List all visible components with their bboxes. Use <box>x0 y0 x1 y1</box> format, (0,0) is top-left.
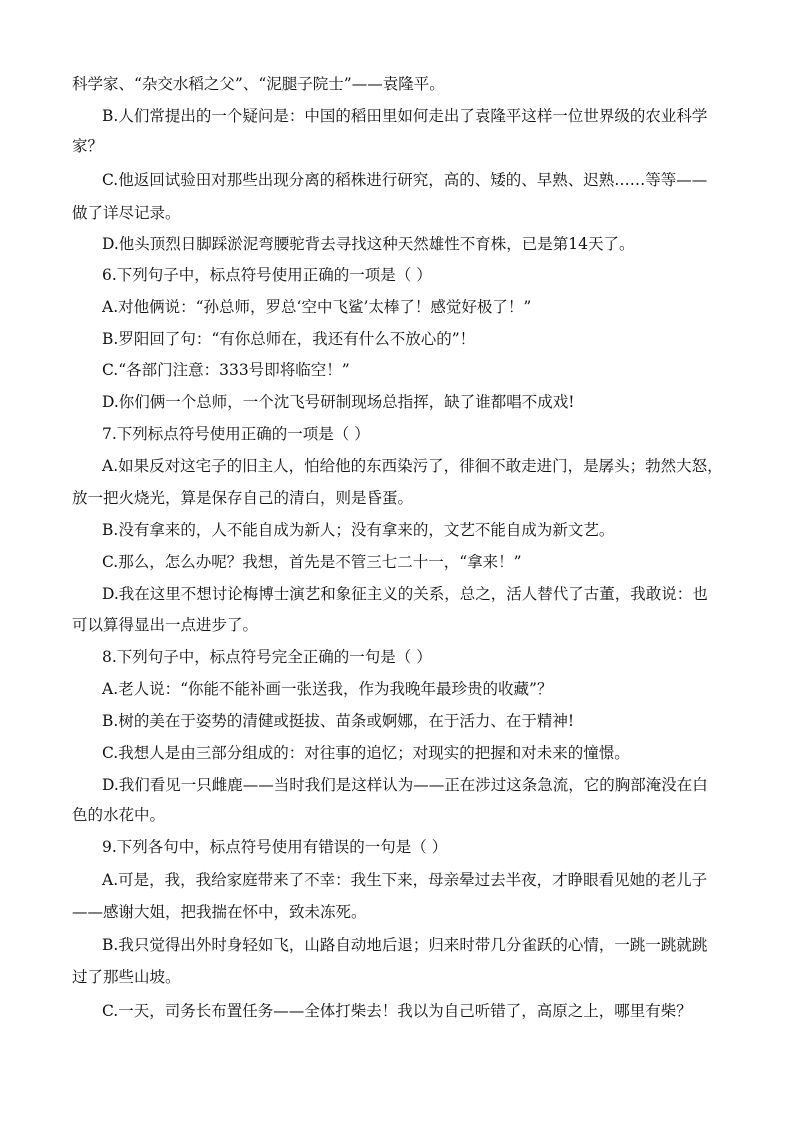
text-line-1: 科学家、“杂交水稻之父”、“泥腿子院士”——袁隆平。 <box>72 75 445 93</box>
question-7-stem: 7.下列标点符号使用正确的一项是（ ） <box>102 425 370 443</box>
question-9-option-b-cont: 过了那些山坡。 <box>72 968 181 986</box>
question-7-option-a: A.如果反对这宅子的旧主人，怕给他的东西染污了，徘徊不敢走进门，是孱头；勃然大怒， <box>102 457 723 475</box>
question-8-option-d: D.我们看见一只雌鹿——当时我们是这样认为——正在涉过这条急流，它的胸部淹没在白 <box>102 776 708 794</box>
text-line-3: 家？ <box>72 137 104 155</box>
question-7-option-d: D.我在这里不想讨论梅博士演艺和象征主义的关系，总之，活人替代了古董，我敢说：也 <box>102 585 708 603</box>
question-9-stem: 9.下列各句中，标点符号使用有错误的一句是（ ） <box>102 838 448 856</box>
question-9-option-b: B.我只觉得出外时身轻如飞，山路自动地后退；归来时带几分雀跃的心情，一跳一跳就跳 <box>102 936 708 954</box>
question-8-stem: 8.下列句子中，标点符号完全正确的一句是（ ） <box>102 648 432 666</box>
question-8-option-c: C.我想人是由三部分组成的：对往事的追忆；对现实的把握和对未来的憧憬。 <box>102 744 630 762</box>
question-8-option-a: A.老人说：“你能不能补画一张送我，作为我晚年最珍贵的收藏”？ <box>102 680 553 698</box>
question-7-option-c: C.那么，怎么办呢？我想，首先是不管三七二十一，“拿来！” <box>102 553 522 571</box>
text-line-2: B.人们常提出的一个疑问是：中国的稻田里如何走出了袁隆平这样一位世界级的农业科学 <box>102 107 708 125</box>
text-line-5: 做了详尽记录。 <box>72 204 181 222</box>
question-7-option-d-cont: 可以算得显出一点进步了。 <box>72 616 259 634</box>
question-6-option-a: A.对他俩说：“孙总师，罗总‘空中飞鲨’太棒了！感觉好极了！” <box>102 298 532 316</box>
question-7-option-a-cont: 放一把火烧光，算是保存自己的清白，则是昏蛋。 <box>72 489 414 507</box>
question-6-option-c: C.“各部门注意：333号即将临空！” <box>102 361 350 379</box>
question-9-option-a-cont: ——感谢大姐，把我揣在怀中，致未冻死。 <box>72 903 367 921</box>
question-6-option-d: D.你们俩一个总师，一个沈飞号研制现场总指挥，缺了谁都唱不成戏! <box>102 393 575 411</box>
question-8-option-b: B.树的美在于姿势的清健或挺拔、苗条或婀娜，在于活力、在于精神! <box>102 712 575 730</box>
question-8-option-d-cont: 色的水花中。 <box>72 806 166 824</box>
question-9-option-c: C.一天，司务长布置任务——全体打柴去！我以为自己听错了，高原之上，哪里有柴？ <box>102 1002 692 1020</box>
question-9-option-a: A.可是，我，我给家庭带来了不幸：我生下来，母亲晕过去半夜，才睁眼看见她的老儿子 <box>102 871 708 889</box>
text-line-4: C.他返回试验田对那些出现分离的稻株进行研究，高的、矮的、早熟、迟熟……等等—— <box>102 171 708 189</box>
question-7-option-b: B.没有拿来的，人不能自成为新人；没有拿来的，文艺不能自成为新文艺。 <box>102 521 615 539</box>
text-line-6: D.他头顶烈日脚踩淤泥弯腰驼背去寻找这种天然雄性不育株，已是第14天了。 <box>102 235 635 253</box>
question-6-option-b: B.罗阳回了句：“有你总师在，我还有什么不放心的”！ <box>102 330 476 348</box>
question-6-stem: 6.下列句子中，标点符号使用正确的一项是（ ） <box>102 266 432 284</box>
